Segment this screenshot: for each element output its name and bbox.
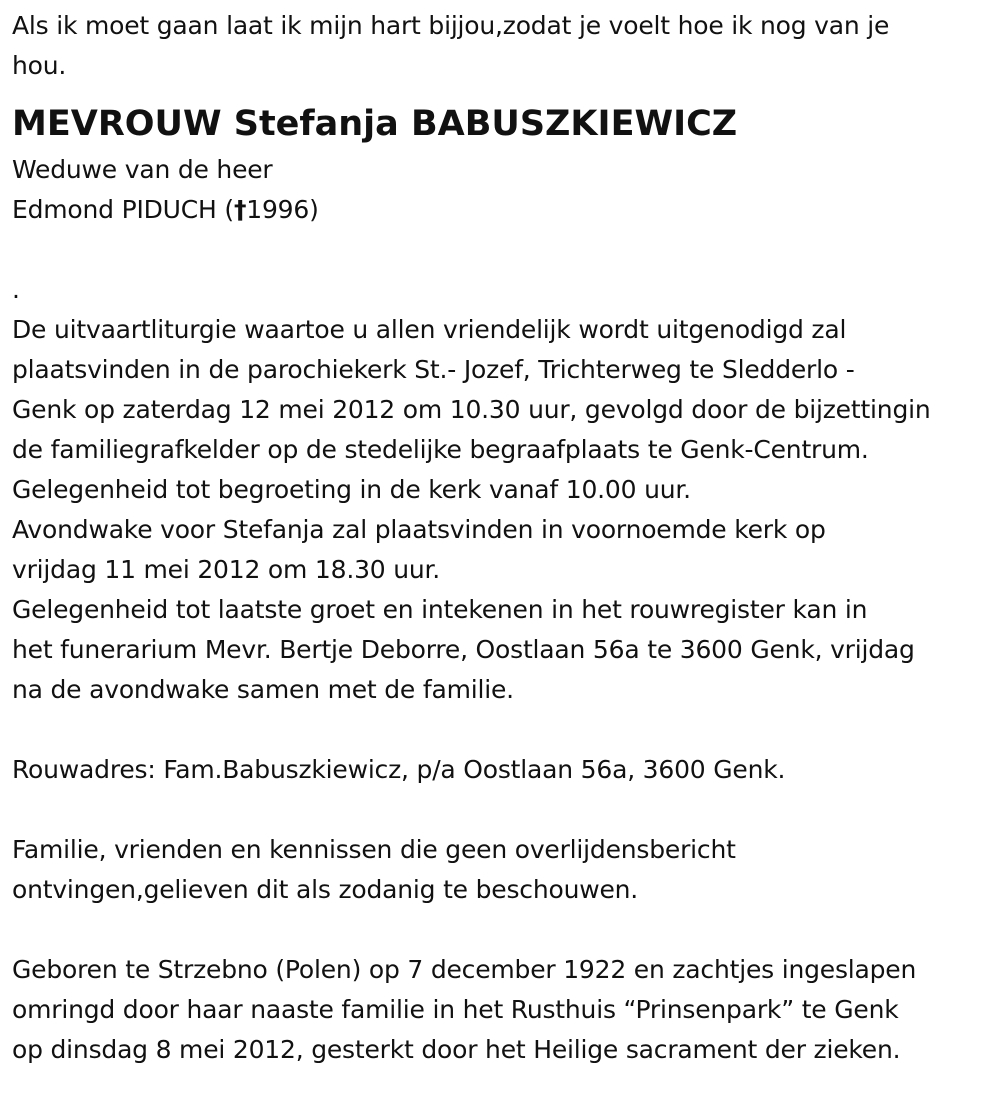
- address-line: Rouwadres: Fam.Babuszkiewicz, p/a Oostlaan 56a, 3600 Genk.: [12, 755, 786, 784]
- birth-line: op dinsdag 8 mei 2012, gesterkt door het Heilige sacrament der zieken.: [12, 1035, 901, 1064]
- spouse-name: Edmond PIDUCH (: [12, 195, 234, 224]
- birth-paragraph: [12, 950, 1000, 1070]
- spacer: [12, 790, 1000, 830]
- spacer: [12, 230, 1000, 270]
- spouse-info: [12, 150, 1000, 230]
- funeral-line: de familiegrafkelder op de stedelijke begraafplaats te Genk-Centrum.: [12, 435, 869, 464]
- widow-line: Weduwe van de heer: [12, 155, 273, 184]
- funeral-line: Genk op zaterdag 12 mei 2012 om 10.30 uur, gevolgd door de bijzettingin: [12, 395, 931, 424]
- mourning-address: [12, 750, 1000, 790]
- deceased-name: MEVROUW Stefanja BABUSZKIEWICZ: [12, 104, 738, 144]
- notice-line: ontvingen,gelieven dit als zodanig te beschouwen.: [12, 875, 639, 904]
- funeral-line: Gelegenheid tot laatste groet en intekenen in het rouwregister kan in: [12, 595, 868, 624]
- funeral-line: na de avondwake samen met de familie.: [12, 675, 514, 704]
- spacer: [12, 710, 1000, 750]
- funeral-paragraph: [12, 310, 1000, 710]
- funeral-line: Avondwake voor Stefanja zal plaatsvinden in voornoemde kerk op: [12, 515, 826, 544]
- birth-line: Geboren te Strzebno (Polen) op 7 december 1922 en zachtjes ingeslapen: [12, 955, 917, 984]
- spacer: [12, 910, 1000, 950]
- spouse-line: [12, 190, 1000, 230]
- verse-line: hou.: [12, 51, 67, 80]
- verse-line: Als ik moet gaan laat ik mijn hart bijjou,zodat je voelt hoe ik nog van je: [12, 11, 890, 40]
- spouse-year: 1996): [246, 195, 319, 224]
- funeral-line: plaatsvinden in de parochiekerk St.- Jozef, Trichterweg te Sledderlo -: [12, 355, 855, 384]
- funeral-line: het funerarium Mevr. Bertje Deborre, Oostlaan 56a te 3600 Genk, vrijdag: [12, 635, 915, 664]
- funeral-line: vrijdag 11 mei 2012 om 18.30 uur.: [12, 555, 441, 584]
- notice-paragraph: [12, 830, 1000, 910]
- notice-line: Familie, vrienden en kennissen die geen overlijdensbericht: [12, 835, 736, 864]
- birth-line: omringd door haar naaste familie in het Rusthuis “Prinsenpark” te Genk: [12, 995, 899, 1024]
- opening-verse: [12, 6, 1000, 86]
- funeral-line: De uitvaartliturgie waartoe u allen vriendelijk wordt uitgenodigd zal: [12, 315, 847, 344]
- cross-icon: †: [233, 195, 247, 224]
- separator-dot: .: [12, 275, 20, 304]
- funeral-line: Gelegenheid tot begroeting in de kerk vanaf 10.00 uur.: [12, 475, 691, 504]
